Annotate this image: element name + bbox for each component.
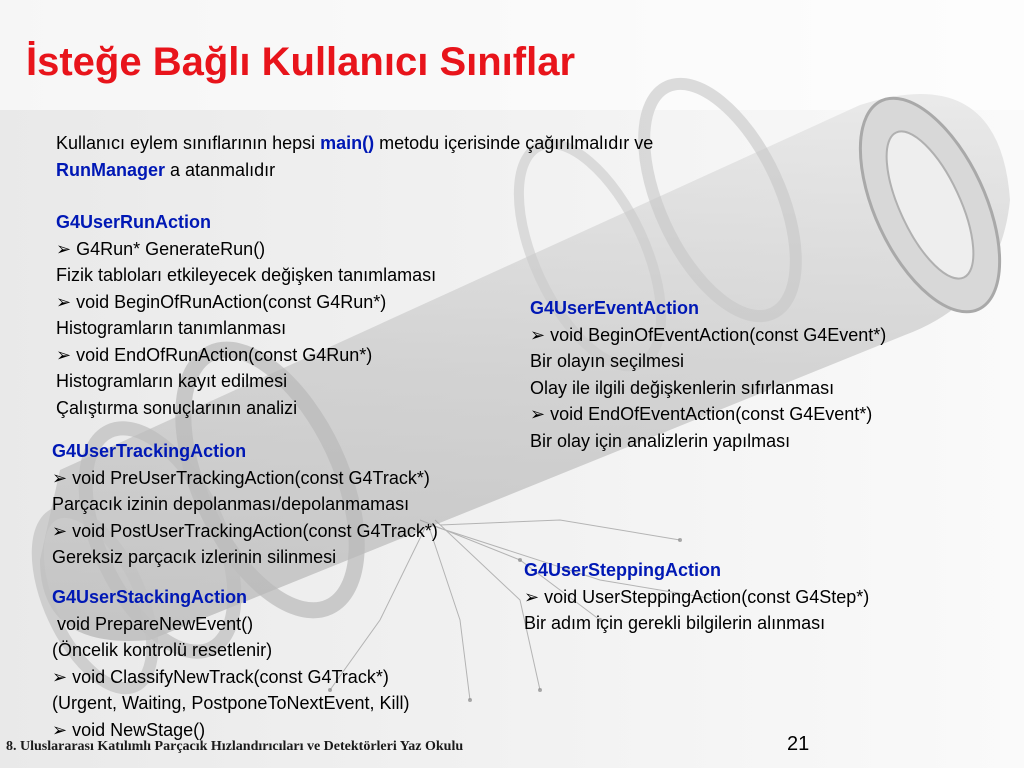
- runmanager-keyword: RunManager: [56, 160, 166, 180]
- run-action-line: Fizik tabloları etkileyecek değişken tanımlaması: [56, 265, 437, 285]
- run-action-line: Histogramların kayıt edilmesi: [56, 371, 288, 391]
- event-action-block: [530, 295, 886, 454]
- event-action-line: Bir olay için analizlerin yapılması: [530, 430, 791, 451]
- intro-text-1: Kullanıcı eylem sınıflarının hepsi: [56, 133, 321, 153]
- event-action-line: ➢ void EndOfEventAction(const G4Event*): [530, 404, 873, 424]
- slide-title: İsteğe Bağlı Kullanıcı Sınıflar: [26, 40, 576, 84]
- tracking-action-line: Gereksiz parçacık izlerinin silinmesi: [52, 547, 337, 567]
- stacking-action-line: ➢ void NewStage(): [52, 719, 206, 740]
- stacking-action-line: (Öncelik kontrolü resetlenir): [52, 640, 273, 660]
- stacking-action-line: void PrepareNewEvent(): [52, 613, 254, 634]
- tracking-action-line: Parçacık izinin depolanması/depolanmaması: [52, 494, 410, 514]
- stacking-action-block: [52, 584, 410, 743]
- run-action-line: ➢ void EndOfRunAction(const G4Run*): [56, 344, 373, 365]
- stepping-action-heading: G4UserSteppingAction: [524, 560, 722, 580]
- run-action-line: ➢ void BeginOfRunAction(const G4Run*): [56, 291, 387, 312]
- footer-text: 8. Uluslararası Katılımlı Parçacık Hızlandırıcıları ve Detektörleri Yaz Okulu: [6, 739, 464, 754]
- tracking-action-line: ➢ void PreUserTrackingAction(const G4Track*): [52, 467, 430, 488]
- stepping-action-block: [524, 557, 869, 637]
- tracking-action-heading: G4UserTrackingAction: [52, 441, 247, 461]
- tracking-action-block: [52, 438, 438, 571]
- event-action-heading: G4UserEventAction: [530, 298, 700, 318]
- event-action-line: ➢ void BeginOfEventAction(const G4Event*): [530, 324, 887, 345]
- stepping-action-line: ➢ void UserSteppingAction(const G4Step*): [524, 586, 870, 607]
- run-action-block: [56, 209, 436, 421]
- main-keyword: main(): [320, 133, 375, 153]
- intro-text-2: metodu içerisinde çağırılmalıdır ve: [374, 133, 654, 153]
- stacking-action-line: ➢ void ClassifyNewTrack(const G4Track*): [52, 666, 389, 687]
- intro-text-3: a atanmalıdır: [165, 160, 276, 180]
- run-action-heading: G4UserRunAction: [56, 212, 212, 232]
- page-number: 21: [787, 733, 810, 755]
- run-action-line: ➢ G4Run* GenerateRun(): [56, 238, 266, 259]
- run-action-line: Çalıştırma sonuçlarının analizi: [56, 397, 298, 418]
- stepping-action-line: Bir adım için gerekli bilgilerin alınması: [524, 613, 826, 633]
- run-action-line: Histogramların tanımlanması: [56, 318, 287, 338]
- event-action-line: Olay ile ilgili değişkenlerin sıfırlanması: [530, 377, 835, 398]
- stacking-action-heading: G4UserStackingAction: [52, 587, 248, 607]
- intro-paragraph: [56, 130, 856, 184]
- stacking-action-line: (Urgent, Waiting, PostponeToNextEvent, Kill): [52, 693, 410, 713]
- event-action-line: Bir olayın seçilmesi: [530, 351, 685, 371]
- tracking-action-line: ➢ void PostUserTrackingAction(const G4Track*): [52, 520, 438, 541]
